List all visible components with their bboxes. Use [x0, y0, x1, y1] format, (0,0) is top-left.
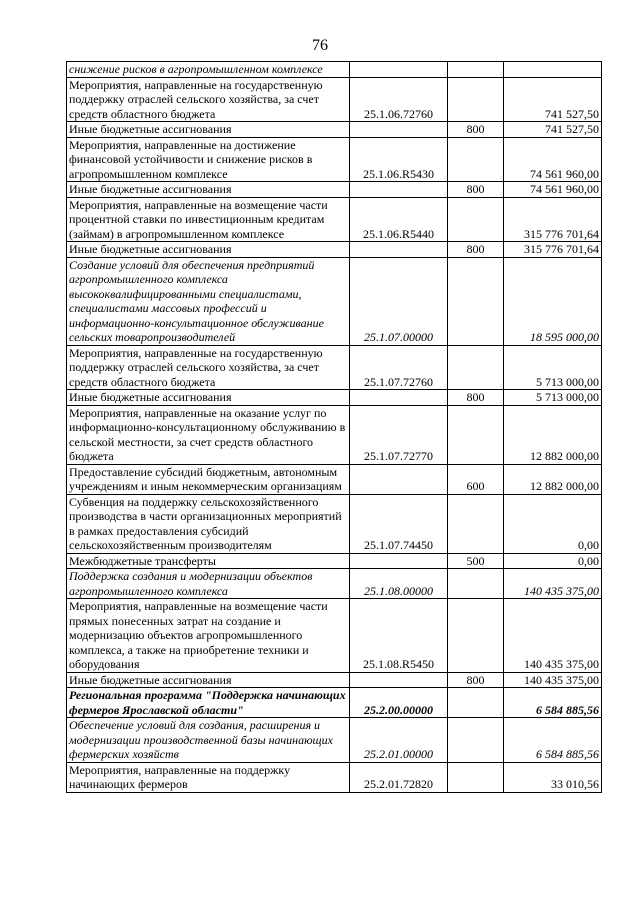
cell-code [350, 553, 448, 569]
cell-expense-type: 500 [448, 553, 504, 569]
cell-sum: 74 561 960,00 [504, 137, 602, 182]
cell-code [350, 672, 448, 688]
cell-code: 25.1.06.R5440 [350, 197, 448, 242]
cell-code: 25.1.08.00000 [350, 569, 448, 599]
cell-name: Поддержка создания и модернизации объектов агропромышленного комплекса [67, 569, 350, 599]
cell-expense-type [448, 569, 504, 599]
cell-expense-type: 800 [448, 182, 504, 198]
cell-sum: 140 435 375,00 [504, 569, 602, 599]
cell-expense-type [448, 77, 504, 122]
cell-sum: 12 882 000,00 [504, 405, 602, 464]
cell-name: Иные бюджетные ассигнования [67, 672, 350, 688]
cell-name: Мероприятия, направленные на возмещение части прямых понесенных затрат на создание и модернизацию объектов агропромышленного комплекса, а также на приобретение техники и оборудования [67, 599, 350, 673]
cell-sum: 18 595 000,00 [504, 257, 602, 345]
table-row [67, 672, 602, 688]
cell-name: Иные бюджетные ассигнования [67, 182, 350, 198]
budget-table [66, 61, 602, 793]
cell-expense-type [448, 62, 504, 78]
table-row [67, 405, 602, 464]
cell-sum: 5 713 000,00 [504, 345, 602, 390]
cell-code: 25.1.06.72760 [350, 77, 448, 122]
cell-name: Мероприятия, направленные на возмещение части процентной ставки по инвестиционным кредитам (займам) в агропромышленном комплексе [67, 197, 350, 242]
cell-code: 25.1.07.74450 [350, 494, 448, 553]
cell-expense-type [448, 197, 504, 242]
cell-sum: 140 435 375,00 [504, 672, 602, 688]
cell-sum [504, 62, 602, 78]
cell-name: Предоставление субсидий бюджетным, автономным учреждениям и иным некоммерческим организациям [67, 464, 350, 494]
table-row [67, 345, 602, 390]
table-row [67, 688, 602, 718]
cell-name: Субвенция на поддержку сельскохозяйственного производства в части организационных мероприятий в рамках предоставления субсидий сельскохозяйственным производителям [67, 494, 350, 553]
cell-sum: 315 776 701,64 [504, 242, 602, 258]
cell-name: Иные бюджетные ассигнования [67, 242, 350, 258]
cell-sum: 315 776 701,64 [504, 197, 602, 242]
cell-sum: 5 713 000,00 [504, 390, 602, 406]
cell-sum: 0,00 [504, 494, 602, 553]
cell-code: 25.1.08.R5450 [350, 599, 448, 673]
cell-code: 25.2.00.00000 [350, 688, 448, 718]
table-row [67, 553, 602, 569]
cell-code [350, 464, 448, 494]
cell-name: Мероприятия, направленные на достижение финансовой устойчивости и снижение рисков в агропромышленном комплексе [67, 137, 350, 182]
page-number: 76 [312, 37, 328, 54]
cell-code [350, 182, 448, 198]
table-row [67, 599, 602, 673]
table-row [67, 122, 602, 138]
cell-expense-type [448, 688, 504, 718]
cell-code: 25.1.07.72770 [350, 405, 448, 464]
cell-sum: 12 882 000,00 [504, 464, 602, 494]
table-row [67, 464, 602, 494]
cell-expense-type: 800 [448, 122, 504, 138]
cell-expense-type [448, 762, 504, 792]
cell-expense-type [448, 345, 504, 390]
cell-code [350, 62, 448, 78]
table-row [67, 569, 602, 599]
cell-name: Иные бюджетные ассигнования [67, 390, 350, 406]
cell-name: Мероприятия, направленные на государственную поддержку отраслей сельского хозяйства, за счет средств областного бюджета [67, 77, 350, 122]
cell-expense-type: 600 [448, 464, 504, 494]
table-row [67, 762, 602, 792]
table-row [67, 62, 602, 78]
cell-name: Мероприятия, направленные на государственную поддержку отраслей сельского хозяйства, за счет средств областного бюджета [67, 345, 350, 390]
cell-name: Межбюджетные трансферты [67, 553, 350, 569]
cell-code: 25.1.07.72760 [350, 345, 448, 390]
table-row [67, 242, 602, 258]
cell-code [350, 242, 448, 258]
table-row [67, 718, 602, 763]
cell-sum: 741 527,50 [504, 77, 602, 122]
cell-expense-type [448, 718, 504, 763]
cell-name: Мероприятия, направленные на поддержку начинающих фермеров [67, 762, 350, 792]
cell-expense-type [448, 405, 504, 464]
table-row [67, 77, 602, 122]
budget-table-body [67, 62, 602, 793]
table-row [67, 197, 602, 242]
cell-sum: 741 527,50 [504, 122, 602, 138]
cell-code: 25.1.06.R5430 [350, 137, 448, 182]
cell-expense-type: 800 [448, 672, 504, 688]
cell-sum: 74 561 960,00 [504, 182, 602, 198]
table-row [67, 257, 602, 345]
cell-name: Мероприятия, направленные на оказание услуг по информационно-консультационному обслуживанию в сельской местности, за счет средств областного бюджета [67, 405, 350, 464]
cell-code: 25.1.07.00000 [350, 257, 448, 345]
cell-expense-type: 800 [448, 242, 504, 258]
cell-code: 25.2.01.00000 [350, 718, 448, 763]
cell-sum: 140 435 375,00 [504, 599, 602, 673]
table-row [67, 390, 602, 406]
cell-code [350, 390, 448, 406]
cell-expense-type [448, 137, 504, 182]
cell-name: Региональная программа "Поддержка начинающих фермеров Ярославской области" [67, 688, 350, 718]
cell-sum: 33 010,56 [504, 762, 602, 792]
cell-sum: 6 584 885,56 [504, 718, 602, 763]
cell-code [350, 122, 448, 138]
cell-expense-type [448, 257, 504, 345]
cell-name: Создание условий для обеспечения предприятий агропромышленного комплекса высококвалифицированными специалистами, специалистами массовых профессий и информационно-консультационное обслуживание сельских товаропроизводителей [67, 257, 350, 345]
table-row [67, 182, 602, 198]
cell-name: снижение рисков в агропромышленном комплексе [67, 62, 350, 78]
cell-expense-type: 800 [448, 390, 504, 406]
table-row [67, 494, 602, 553]
cell-name: Иные бюджетные ассигнования [67, 122, 350, 138]
cell-sum: 0,00 [504, 553, 602, 569]
cell-code: 25.2.01.72820 [350, 762, 448, 792]
cell-expense-type [448, 494, 504, 553]
cell-sum: 6 584 885,56 [504, 688, 602, 718]
cell-expense-type [448, 599, 504, 673]
cell-name: Обеспечение условий для создания, расширения и модернизации производственной базы начинающих фермерских хозяйств [67, 718, 350, 763]
table-row [67, 137, 602, 182]
